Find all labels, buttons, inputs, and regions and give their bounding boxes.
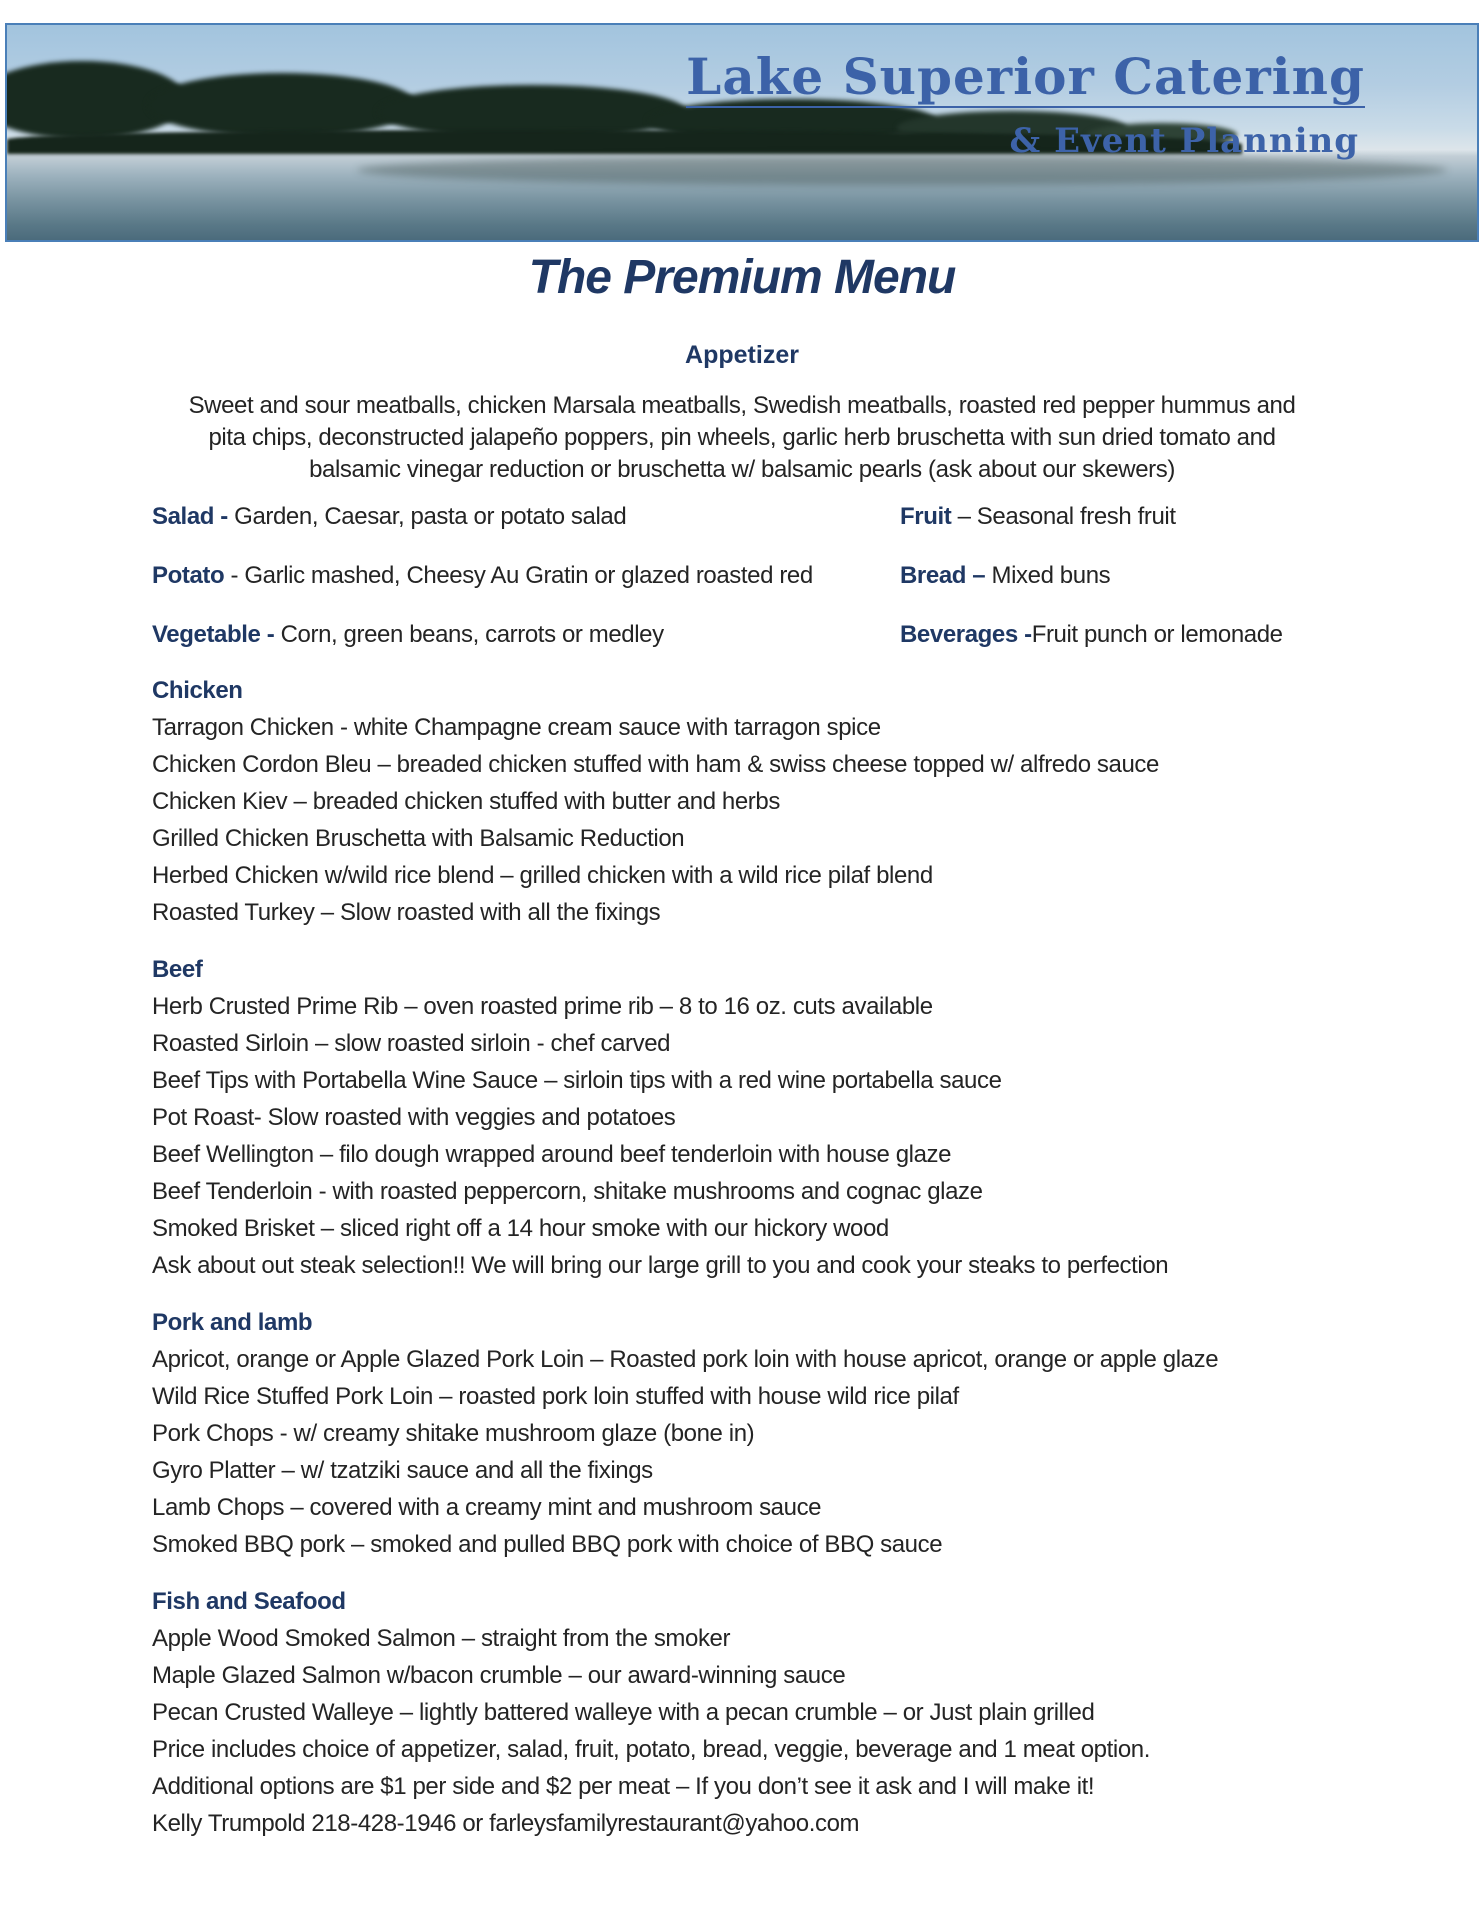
side-option-label: Potato: [152, 562, 225, 589]
side-option-text: – Seasonal fresh fruit: [951, 503, 1176, 530]
side-option-text: Fruit punch or lemonade: [1031, 621, 1283, 648]
menu-item: Lamb Chops – covered with a creamy mint and mushroom sauce: [152, 1494, 822, 1521]
menu-item: Kelly Trumpold 218-428-1946 or farleysfamilyrestaurant@yahoo.com: [152, 1810, 860, 1837]
menu-item: Beef Wellington – filo dough wrapped around beef tenderloin with house glaze: [152, 1141, 952, 1168]
appetizer-heading: Appetizer: [685, 341, 799, 369]
menu-item: Beef Tips with Portabella Wine Sauce – sirloin tips with a red wine portabella sauce: [152, 1067, 1002, 1094]
side-row: [152, 498, 1332, 535]
menu-item: Ask about out steak selection!! We will bring our large grill to you and cook your steaks to perfection: [152, 1252, 1169, 1279]
section-heading: Fish and Seafood: [152, 1588, 346, 1615]
menu-item: Wild Rice Stuffed Pork Loin – roasted pork loin stuffed with house wild rice pilaf: [152, 1383, 959, 1410]
menu-item: Chicken Kiev – breaded chicken stuffed with butter and herbs: [152, 788, 780, 815]
menu-item: Apple Wood Smoked Salmon – straight from the smoker: [152, 1625, 731, 1652]
menu-item: Roasted Turkey – Slow roasted with all the fixings: [152, 899, 661, 926]
menu-item: Grilled Chicken Bruschetta with Balsamic Reduction: [152, 825, 685, 852]
side-option-label: Beverages -: [900, 621, 1032, 648]
side-option-right: [900, 616, 1283, 653]
section-heading: Beef: [152, 956, 203, 983]
menu-item: Additional options are $1 per side and $2 per meat – If you don’t see it ask and I will make it!: [152, 1773, 1095, 1800]
side-option-label: Fruit: [900, 503, 952, 530]
menu-item: Pecan Crusted Walleye – lightly battered walleye with a pecan crumble – or Just plain grilled: [152, 1699, 1095, 1726]
menu-item: Gyro Platter – w/ tzatziki sauce and all the fixings: [152, 1457, 653, 1484]
side-option-label: Bread –: [900, 562, 986, 589]
side-option-label: Salad -: [152, 503, 228, 530]
side-option-text: Garden, Caesar, pasta or potato salad: [227, 503, 627, 530]
side-option-text: Mixed buns: [985, 562, 1111, 589]
menu-item: Pot Roast- Slow roasted with veggies and potatoes: [152, 1104, 676, 1131]
menu-sections: [152, 672, 1352, 1842]
side-option-text: Corn, green beans, carrots or medley: [274, 621, 664, 648]
menu-item: Herb Crusted Prime Rib – oven roasted prime rib – 8 to 16 oz. cuts available: [152, 993, 933, 1020]
menu-item: Roasted Sirloin – slow roasted sirloin - chef carved: [152, 1030, 671, 1057]
menu-item: Smoked BBQ pork – smoked and pulled BBQ pork with choice of BBQ sauce: [152, 1531, 943, 1558]
menu-item: Beef Tenderloin - with roasted peppercorn, shitake mushrooms and cognac glaze: [152, 1178, 983, 1205]
section-heading: Chicken: [152, 677, 243, 704]
menu-item: Apricot, orange or Apple Glazed Pork Loin – Roasted pork loin with house apricot, orange or apple glaze: [152, 1346, 1219, 1373]
side-option-left: [152, 562, 813, 589]
appetizer-description: Sweet and sour meatballs, chicken Marsala meatballs, Swedish meatballs, roasted red pepper hummus and pita chips, deconstructed jalapeño poppers, pin wheels, garlic herb bruschetta with sun dried tomato and balsamic vinegar reduction or bruschetta w/ balsamic pearls (ask about our skewers): [188, 392, 1296, 483]
company-name: Lake Superior Catering: [686, 47, 1365, 106]
menu-item: Pork Chops - w/ creamy shitake mushroom glaze (bone in): [152, 1420, 755, 1447]
section-heading: Pork and lamb: [152, 1309, 313, 1336]
menu-item: Maple Glazed Salmon w/bacon crumble – our award-winning sauce: [152, 1662, 846, 1689]
side-option-right: [900, 557, 1110, 594]
menu-item: Tarragon Chicken - white Champagne cream sauce with tarragon spice: [152, 714, 881, 741]
menu-item: Chicken Cordon Bleu – breaded chicken stuffed with ham & swiss cheese topped w/ alfredo sauce: [152, 751, 1159, 778]
page-title: The Premium Menu: [528, 251, 956, 304]
side-option-left: [152, 503, 626, 530]
header-photo: [5, 23, 1479, 242]
menu-item: Smoked Brisket – sliced right off a 14 hour smoke with our hickory wood: [152, 1215, 889, 1242]
side-option-text: - Garlic mashed, Cheesy Au Gratin or glazed roasted red: [224, 562, 813, 589]
sides-grid: [152, 498, 1332, 675]
side-option-right: [900, 498, 1176, 535]
side-row: [152, 557, 1332, 594]
side-option-left: [152, 621, 664, 648]
side-option-label: Vegetable -: [152, 621, 275, 648]
side-row: [152, 616, 1332, 653]
menu-item: Herbed Chicken w/wild rice blend – grilled chicken with a wild rice pilaf blend: [152, 862, 933, 889]
menu-item: Price includes choice of appetizer, salad, fruit, potato, bread, veggie, beverage and 1 meat option.: [152, 1736, 1150, 1763]
treeline-silhouette: [147, 73, 417, 137]
company-tagline: & Event Planning: [1009, 121, 1359, 161]
